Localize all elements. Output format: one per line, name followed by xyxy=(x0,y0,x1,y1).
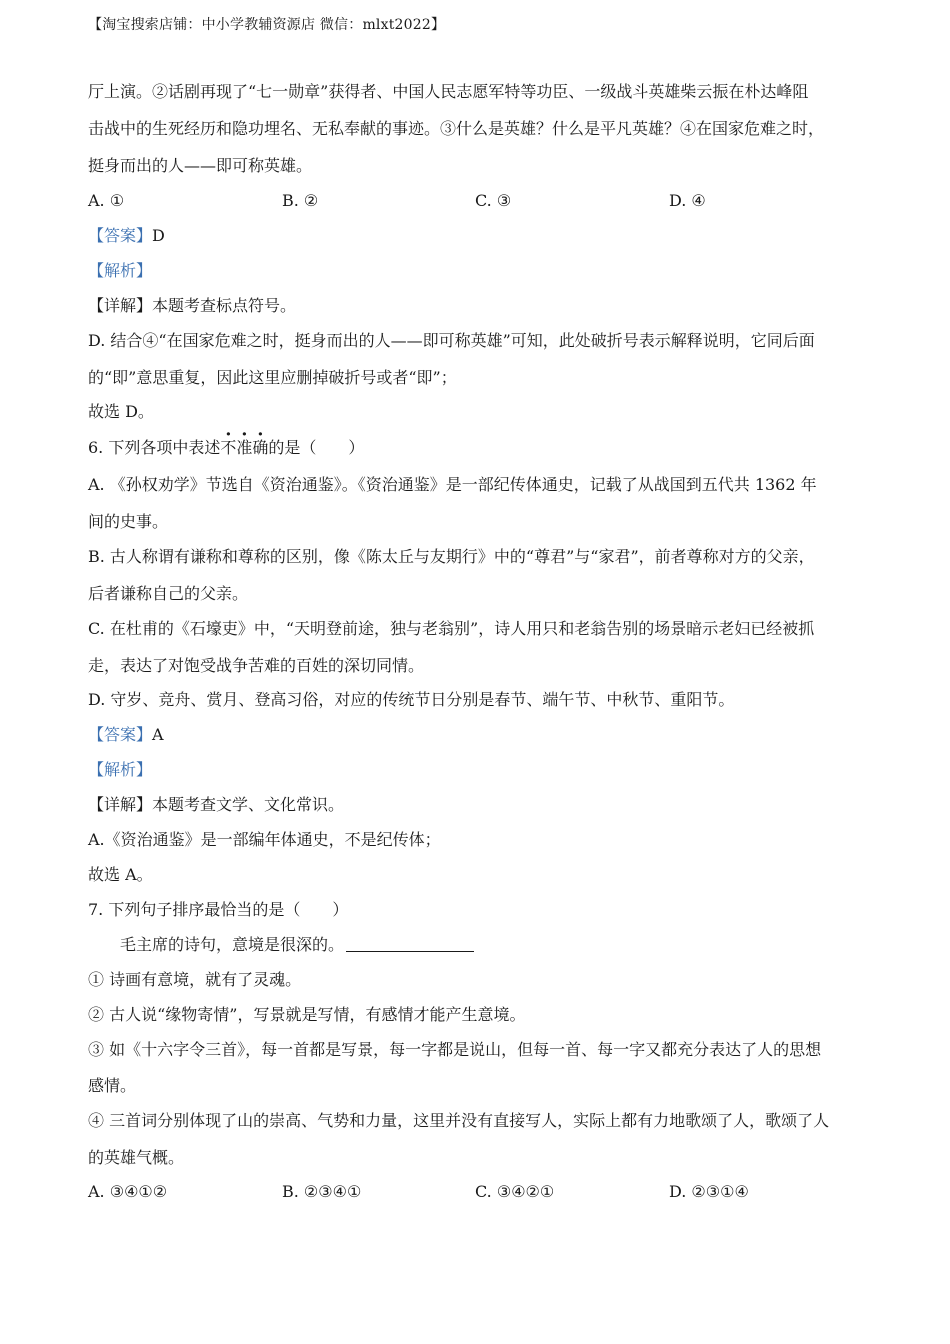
q5-option-a: A. ① xyxy=(88,191,125,210)
emphasis-char: 准 xyxy=(236,438,253,457)
q5-analysis-label: 【解析】 xyxy=(88,261,153,280)
q7-option-c: C. ③④②① xyxy=(475,1182,555,1201)
answer-label: 【答案】 xyxy=(88,226,153,245)
q7-lead xyxy=(120,935,474,955)
q6-conclusion: 故选 A。 xyxy=(88,865,153,884)
q6-stem-after: 的是（ ） xyxy=(268,438,365,457)
q5-text-line: 厅上演。②话剧再现了“七一勋章”获得者、中国人民志愿军特等功臣、一级战斗英雄柴云振在朴达峰阻 xyxy=(88,82,809,101)
answer-label: 【答案】 xyxy=(88,725,153,744)
q7-option-d: D. ②③①④ xyxy=(669,1182,749,1201)
q7-option-b: B. ②③④① xyxy=(282,1182,362,1201)
q5-explain-line: D. 结合④“在国家危难之时，挺身而出的人——即可称英雄”可知，此处破折号表示解释说明，它同后面 xyxy=(88,331,815,350)
q6-option-d: D. 守岁、竞舟、赏月、登高习俗，对应的传统节日分别是春节、端午节、中秋节、重阳节。 xyxy=(88,690,735,709)
q6-option-c-cont: 走，表达了对饱受战争苦难的百姓的深切同情。 xyxy=(88,656,425,675)
detail-label: 【详解】 xyxy=(88,296,153,315)
q5-detail xyxy=(88,296,296,316)
answer-value: A xyxy=(152,725,164,744)
emphasis-char: 不 xyxy=(220,438,237,457)
q5-conclusion: 故选 D。 xyxy=(88,402,154,421)
q5-answer xyxy=(88,226,165,246)
q6-detail xyxy=(88,795,344,815)
q5-option-d: D. ④ xyxy=(669,191,706,210)
answer-blank xyxy=(346,935,474,952)
answer-value: D xyxy=(152,226,165,245)
q7-item-4-cont: 的英雄气概。 xyxy=(88,1148,185,1167)
emphasis-char: 确 xyxy=(252,438,269,457)
q6-stem xyxy=(88,438,364,458)
q6-option-b: B. 古人称谓有谦称和尊称的区别，像《陈太丘与友期行》中的“尊君”与“家君”，前者尊称对方的父亲， xyxy=(88,547,815,566)
q7-stem: 7. 下列句子排序最恰当的是（ ） xyxy=(88,900,349,919)
detail-label: 【详解】 xyxy=(88,795,153,814)
q6-option-a-cont: 间的史事。 xyxy=(88,512,169,531)
q7-lead-text: 毛主席的诗句，意境是很深的。 xyxy=(120,935,345,954)
q6-explain: A.《资治通鉴》是一部编年体通史，不是纪传体； xyxy=(88,830,441,849)
q7-item-1: ① 诗画有意境，就有了灵魂。 xyxy=(88,970,302,989)
q5-option-b: B. ② xyxy=(282,191,319,210)
q7-item-3: ③ 如《十六字令三首》，每一首都是写景，每一字都是说山，但每一首、每一字又都充分表达了人的思想 xyxy=(88,1040,822,1059)
q5-text-line: 击战中的生死经历和隐功埋名、无私奉献的事迹。③什么是英雄？什么是平凡英雄？④在国家危难之时， xyxy=(88,119,825,138)
q7-item-3-cont: 感情。 xyxy=(88,1076,137,1095)
q6-stem-before: 6. 下列各项中表述 xyxy=(88,438,221,457)
q5-option-c: C. ③ xyxy=(475,191,512,210)
q7-item-4: ④ 三首词分别体现了山的崇高、气势和力量，这里并没有直接写人，实际上都有力地歌颂了人，歌颂了人 xyxy=(88,1111,830,1130)
q7-option-a: A. ③④①② xyxy=(88,1182,168,1201)
q5-explain-line: 的“即”意思重复，因此这里应删掉破折号或者“即”； xyxy=(88,368,457,387)
detail-text: 本题考查标点符号。 xyxy=(152,296,297,315)
q6-option-b-cont: 后者谦称自己的父亲。 xyxy=(88,584,249,603)
q6-option-c: C. 在杜甫的《石壕吏》中，“天明登前途，独与老翁别”，诗人用只和老翁告别的场景暗示老妇已经被抓 xyxy=(88,619,815,638)
page-header: 【淘宝搜索店铺：中小学教辅资源店 微信：mlxt2022】 xyxy=(88,17,446,33)
q6-answer xyxy=(88,725,164,745)
q6-option-a: A. 《孙权劝学》节选自《资治通鉴》。《资治通鉴》是一部纪传体通史，记载了从战国到五代共 1362 年 xyxy=(88,475,817,494)
q6-analysis-label: 【解析】 xyxy=(88,760,153,779)
q5-text-line: 挺身而出的人——即可称英雄。 xyxy=(88,156,313,175)
detail-text: 本题考查文学、文化常识。 xyxy=(152,795,345,814)
q7-item-2: ② 古人说“缘物寄情”，写景就是写情，有感情才能产生意境。 xyxy=(88,1005,526,1024)
